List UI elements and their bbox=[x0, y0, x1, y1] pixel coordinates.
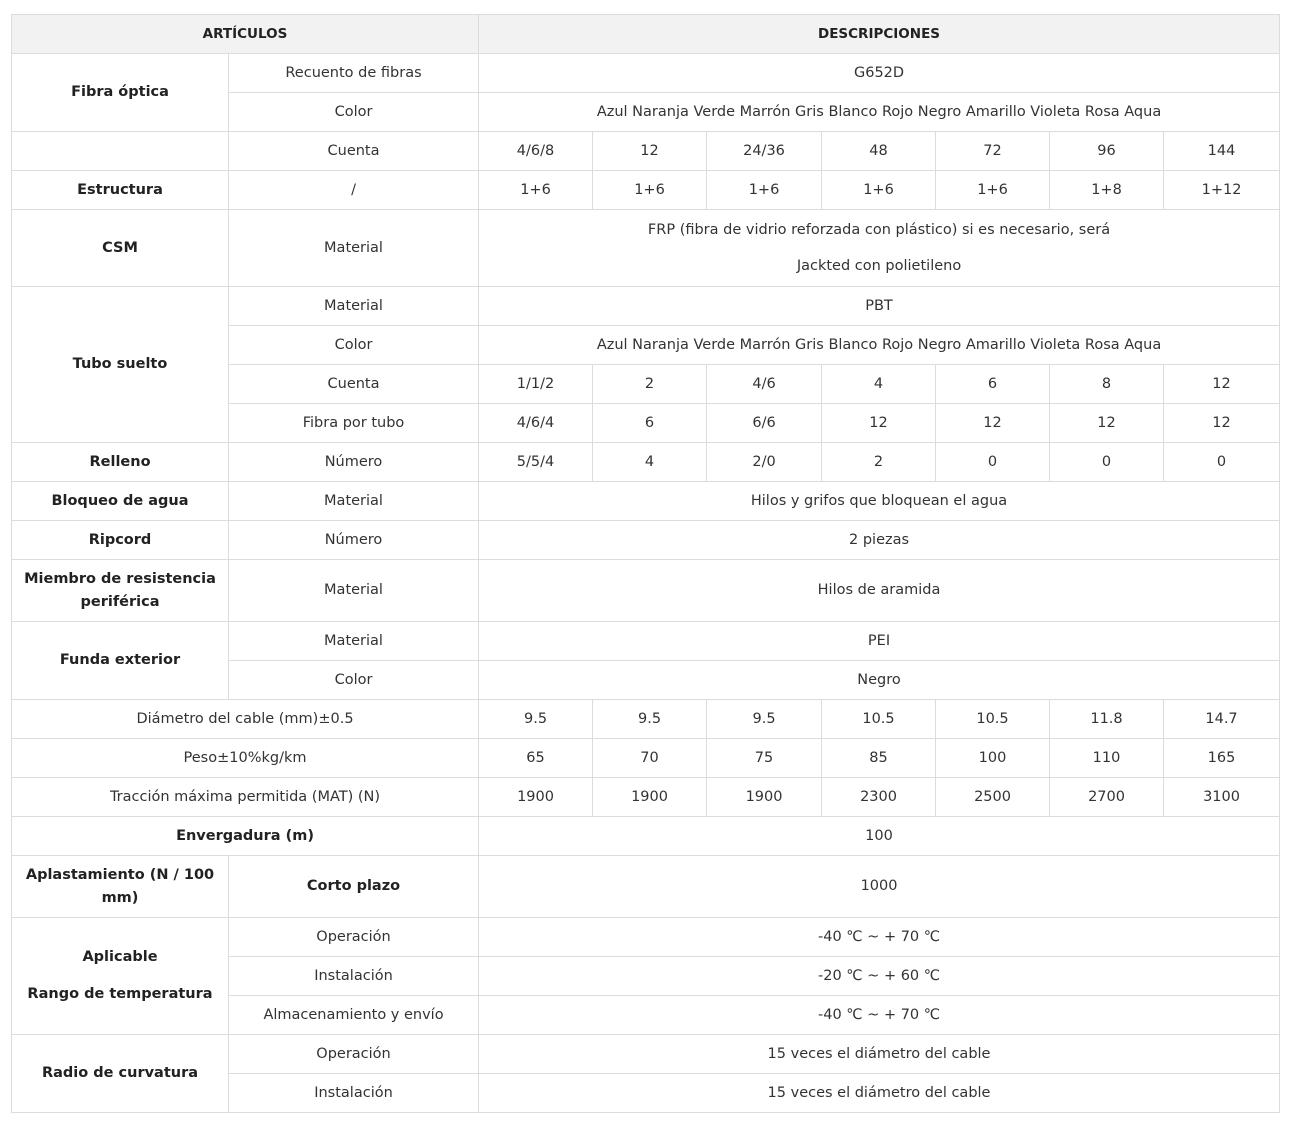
cell-value: 5/5/4 bbox=[479, 443, 593, 482]
table-row bbox=[12, 817, 1280, 856]
cell-value: 12 bbox=[822, 404, 936, 443]
temperatura-title-2: Rango de temperatura bbox=[27, 986, 213, 1002]
temperatura-title-1: Aplicable bbox=[82, 949, 158, 965]
specifications-table bbox=[11, 14, 1280, 1113]
cell-value: 0 bbox=[1164, 443, 1280, 482]
cell-value: 9.5 bbox=[707, 700, 822, 739]
row-label-diametro: Diámetro del cable (mm)±0.5 bbox=[12, 700, 479, 739]
row-title-funda: Funda exterior bbox=[12, 622, 229, 700]
table-row bbox=[12, 521, 1280, 560]
row-title-aplastamiento: Aplastamiento (N / 100 mm) bbox=[12, 856, 229, 918]
row-label: Color bbox=[229, 661, 479, 700]
cell-value: 72 bbox=[936, 132, 1050, 171]
cell-value: 144 bbox=[1164, 132, 1280, 171]
row-value: 100 bbox=[479, 817, 1280, 856]
row-value: 1000 bbox=[479, 856, 1280, 918]
cell-value: 0 bbox=[936, 443, 1050, 482]
row-title-ripcord: Ripcord bbox=[12, 521, 229, 560]
cell-value: 24/36 bbox=[707, 132, 822, 171]
header-row bbox=[12, 15, 1280, 54]
cell-value: 1+6 bbox=[936, 171, 1050, 210]
row-value: 15 veces el diámetro del cable bbox=[479, 1035, 1280, 1074]
row-value: 2 piezas bbox=[479, 521, 1280, 560]
row-value: Azul Naranja Verde Marrón Gris Blanco Rojo Negro Amarillo Violeta Rosa Aqua bbox=[479, 93, 1280, 132]
cell-value: 12 bbox=[936, 404, 1050, 443]
csm-line-1: FRP (fibra de vidrio reforzada con plástico) si es necesario, será bbox=[647, 221, 1111, 238]
row-value: -40 ℃ ~ + 70 ℃ bbox=[479, 918, 1280, 957]
row-label: Cuenta bbox=[229, 365, 479, 404]
table-row bbox=[12, 918, 1280, 957]
cell-value: 1900 bbox=[593, 778, 707, 817]
header-articles: ARTÍCULOS bbox=[12, 15, 479, 54]
row-title-tubo: Tubo suelto bbox=[12, 287, 229, 443]
cell-value: 65 bbox=[479, 739, 593, 778]
cell-value: 12 bbox=[593, 132, 707, 171]
cell-value: 2/0 bbox=[707, 443, 822, 482]
cell-value: 6 bbox=[593, 404, 707, 443]
table-row bbox=[12, 1035, 1280, 1074]
cell-value: 4 bbox=[593, 443, 707, 482]
row-title-csm: CSM bbox=[12, 210, 229, 287]
cell-value: 2300 bbox=[822, 778, 936, 817]
cell-value: 1+6 bbox=[707, 171, 822, 210]
cell-value: 4 bbox=[822, 365, 936, 404]
cell-value: 110 bbox=[1050, 739, 1164, 778]
cell-value: 12 bbox=[1050, 404, 1164, 443]
row-label: Color bbox=[229, 93, 479, 132]
row-value: Azul Naranja Verde Marrón Gris Blanco Rojo Negro Amarillo Violeta Rosa Aqua bbox=[479, 326, 1280, 365]
cell-value: 165 bbox=[1164, 739, 1280, 778]
cell-value: 85 bbox=[822, 739, 936, 778]
row-value: PBT bbox=[479, 287, 1280, 326]
row-label: Color bbox=[229, 326, 479, 365]
row-label: Material bbox=[229, 482, 479, 521]
row-value: G652D bbox=[479, 54, 1280, 93]
row-title-miembro: Miembro de resistencia periférica bbox=[12, 560, 229, 622]
cell-value: 9.5 bbox=[479, 700, 593, 739]
table-row bbox=[12, 443, 1280, 482]
row-label: Material bbox=[229, 622, 479, 661]
cell-value: 11.8 bbox=[1050, 700, 1164, 739]
row-title-envergadura: Envergadura (m) bbox=[12, 817, 479, 856]
cell-value: 9.5 bbox=[593, 700, 707, 739]
table-row bbox=[12, 210, 1280, 287]
table-row bbox=[12, 287, 1280, 326]
cell-value: 1+6 bbox=[593, 171, 707, 210]
table-row bbox=[12, 739, 1280, 778]
cell-value: 4/6 bbox=[707, 365, 822, 404]
row-value: Hilos y grifos que bloquean el agua bbox=[479, 482, 1280, 521]
row-title-bloqueo: Bloqueo de agua bbox=[12, 482, 229, 521]
table-row bbox=[12, 54, 1280, 93]
row-label: Operación bbox=[229, 1035, 479, 1074]
row-title-relleno: Relleno bbox=[12, 443, 229, 482]
cell-value: 100 bbox=[936, 739, 1050, 778]
table-row bbox=[12, 560, 1280, 622]
header-descriptions: DESCRIPCIONES bbox=[479, 15, 1280, 54]
csm-line-2: Jackted con polietileno bbox=[796, 257, 962, 274]
row-value: PEI bbox=[479, 622, 1280, 661]
cell-value: 10.5 bbox=[936, 700, 1050, 739]
cell-value: 1+12 bbox=[1164, 171, 1280, 210]
cell-value: 70 bbox=[593, 739, 707, 778]
table-row bbox=[12, 622, 1280, 661]
cell-value: 48 bbox=[822, 132, 936, 171]
cell-value: 10.5 bbox=[822, 700, 936, 739]
table-row bbox=[12, 482, 1280, 521]
row-label: Fibra por tubo bbox=[229, 404, 479, 443]
cell-value: 8 bbox=[1050, 365, 1164, 404]
row-label: Recuento de fibras bbox=[229, 54, 479, 93]
row-label: Instalación bbox=[229, 1074, 479, 1113]
row-value: 15 veces el diámetro del cable bbox=[479, 1074, 1280, 1113]
row-label: Corto plazo bbox=[229, 856, 479, 918]
table-row bbox=[12, 132, 1280, 171]
row-value: -20 ℃ ~ + 60 ℃ bbox=[479, 957, 1280, 996]
row-label-peso: Peso±10%kg/km bbox=[12, 739, 479, 778]
cell-value: 75 bbox=[707, 739, 822, 778]
row-value: Negro bbox=[479, 661, 1280, 700]
cell-value: 12 bbox=[1164, 365, 1280, 404]
cell-value: 1+6 bbox=[479, 171, 593, 210]
cell-value: 4/6/8 bbox=[479, 132, 593, 171]
cell-value: 3100 bbox=[1164, 778, 1280, 817]
table-row bbox=[12, 856, 1280, 918]
cell-value: 2700 bbox=[1050, 778, 1164, 817]
row-label-traccion: Tracción máxima permitida (MAT) (N) bbox=[12, 778, 479, 817]
table-row bbox=[12, 778, 1280, 817]
row-label: Instalación bbox=[229, 957, 479, 996]
row-title-empty bbox=[12, 132, 229, 171]
row-title-radio: Radio de curvatura bbox=[12, 1035, 229, 1113]
row-label: Material bbox=[229, 210, 479, 287]
row-title-estructura: Estructura bbox=[12, 171, 229, 210]
row-label: Cuenta bbox=[229, 132, 479, 171]
cell-value: 2 bbox=[822, 443, 936, 482]
cell-value: 2 bbox=[593, 365, 707, 404]
cell-value: 96 bbox=[1050, 132, 1164, 171]
row-label: Operación bbox=[229, 918, 479, 957]
cell-value: 2500 bbox=[936, 778, 1050, 817]
row-label: Número bbox=[229, 443, 479, 482]
cell-value: 12 bbox=[1164, 404, 1280, 443]
row-title-fibra: Fibra óptica bbox=[12, 54, 229, 132]
cell-value: 1/1/2 bbox=[479, 365, 593, 404]
cell-value: 14.7 bbox=[1164, 700, 1280, 739]
cell-value: 6/6 bbox=[707, 404, 822, 443]
row-value: -40 ℃ ~ + 70 ℃ bbox=[479, 996, 1280, 1035]
row-value: Hilos de aramida bbox=[479, 560, 1280, 622]
table-row bbox=[12, 171, 1280, 210]
cell-value: 4/6/4 bbox=[479, 404, 593, 443]
cell-value: 6 bbox=[936, 365, 1050, 404]
row-value-csm bbox=[479, 210, 1280, 287]
cell-value: 1900 bbox=[707, 778, 822, 817]
table-row bbox=[12, 700, 1280, 739]
cell-value: 1+6 bbox=[822, 171, 936, 210]
row-title-temperatura bbox=[12, 918, 229, 1035]
row-label: Material bbox=[229, 560, 479, 622]
row-label: Material bbox=[229, 287, 479, 326]
row-label: / bbox=[229, 171, 479, 210]
cell-value: 0 bbox=[1050, 443, 1164, 482]
cell-value: 1900 bbox=[479, 778, 593, 817]
row-label: Número bbox=[229, 521, 479, 560]
cell-value: 1+8 bbox=[1050, 171, 1164, 210]
spec-table-container bbox=[11, 14, 1279, 1113]
row-label: Almacenamiento y envío bbox=[229, 996, 479, 1035]
